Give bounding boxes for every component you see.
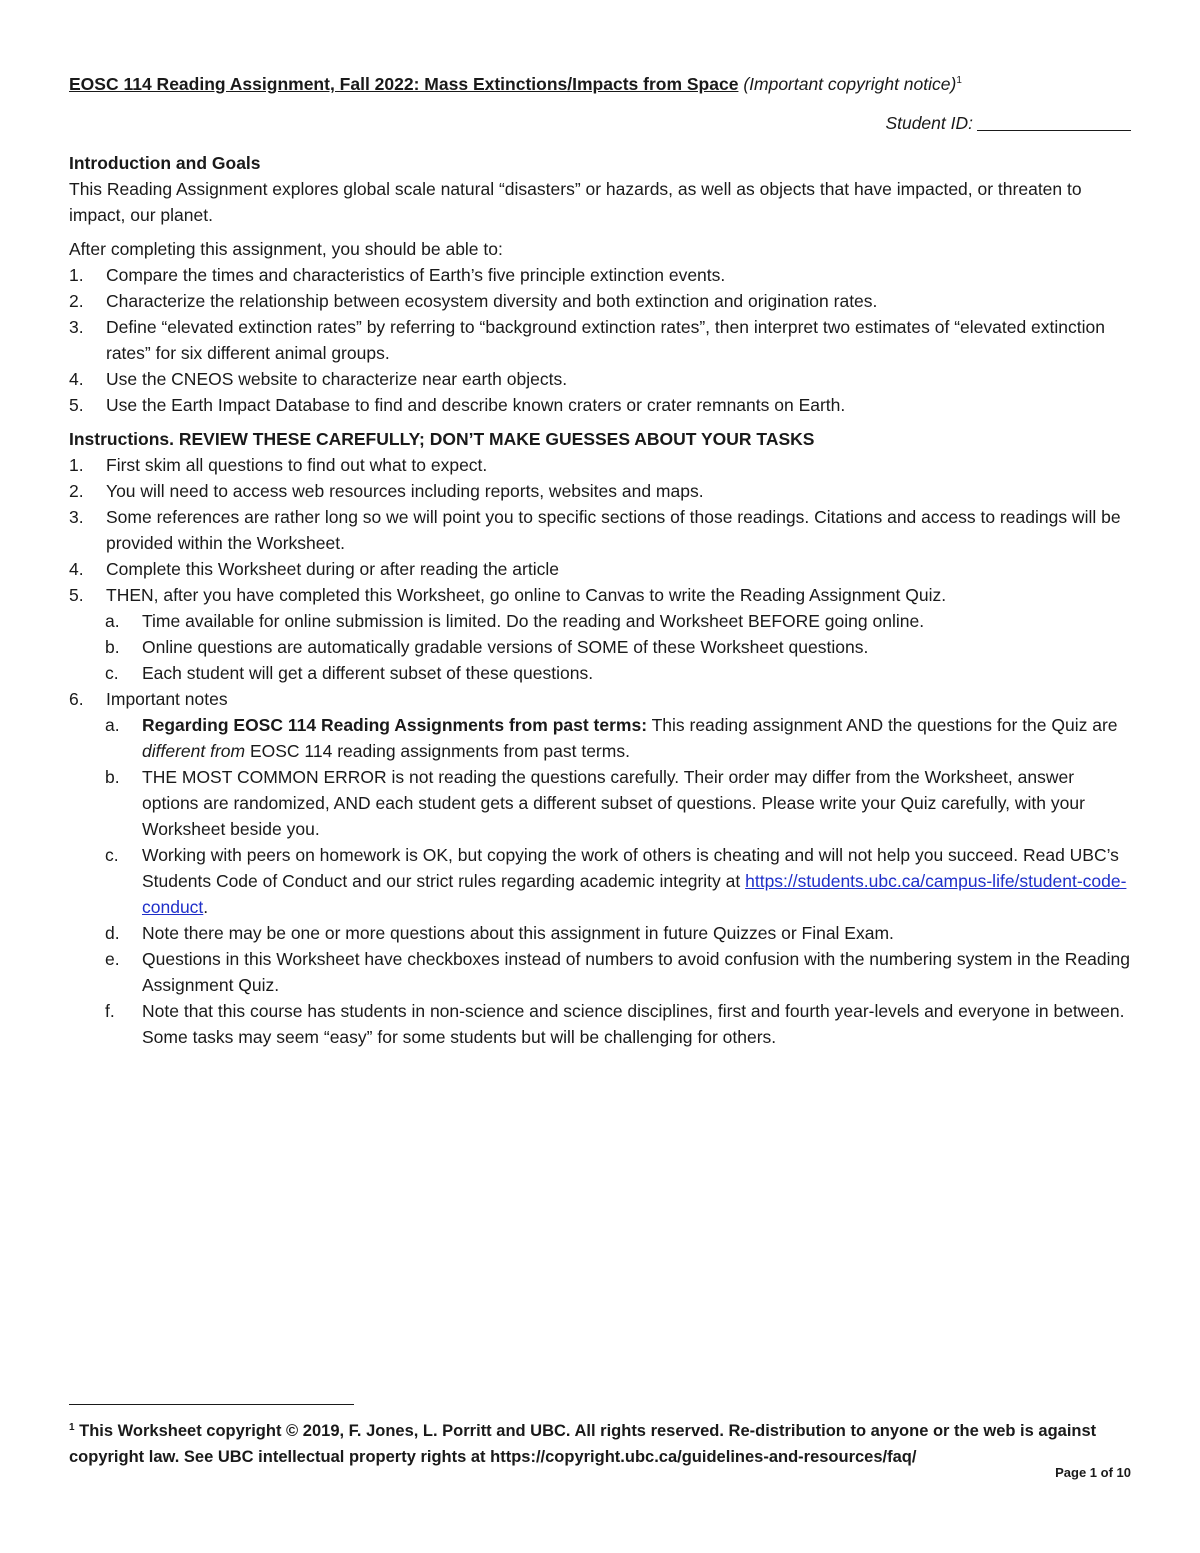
student-id-field[interactable] xyxy=(885,113,1131,134)
instruction-item: 4. Complete this Worksheet during or after reading the article xyxy=(69,559,559,579)
footnote-divider xyxy=(69,1404,354,1405)
code-of-conduct-link[interactable]: https://students.ubc.ca/campus-life/student-code-conduct xyxy=(142,871,1127,917)
document-title xyxy=(69,74,962,95)
document-body xyxy=(69,150,1131,1050)
instructions-heading: Instructions. REVIEW THESE CAREFULLY; DON’T MAKE GUESSES ABOUT YOUR TASKS xyxy=(69,429,815,449)
footnote-text: This Worksheet copyright © 2019, F. Jones, L. Porritt and UBC. All rights reserved. Re-distribution to anyone or the web is against copyright law. See UBC intellectual property rights at https://copyright.ubc.ca/guidelines-and-resources/faq/ xyxy=(69,1422,1097,1466)
instruction-item: 1. First skim all questions to find out what to expect. xyxy=(69,455,488,475)
instruction-subitem: c. Each student will get a different subset of these questions. xyxy=(105,663,594,683)
goal-item: 2. Characterize the relationship between ecosystem diversity and both extinction and origination rates. xyxy=(69,291,878,311)
note-item: f. Note that this course has students in non-science and science disciplines, first and fourth year-levels and everyone in between. Some tasks may seem “easy” for some students but will be challenging for others. xyxy=(105,1001,1125,1047)
note-item: b. THE MOST COMMON ERROR is not reading the questions carefully. Their order may differ from the Worksheet, answer options are randomized, AND each student gets a different subset of questions. Please write your Quiz carefully, with your Worksheet beside you. xyxy=(105,767,1085,839)
instruction-item: 6. Important notes xyxy=(69,689,228,709)
title-text: EOSC 114 Reading Assignment, Fall 2022: Mass Extinctions/Impacts from Space xyxy=(69,74,739,94)
instruction-subitem: a. Time available for online submission is limited. Do the reading and Worksheet BEFORE going online. xyxy=(105,611,925,631)
intro-paragraph: This Reading Assignment explores global scale natural “disasters” or hazards, as well as objects that have impacted, or threaten to impact, our planet. xyxy=(69,179,1082,225)
instructions-list xyxy=(69,452,1131,608)
page-number: Page 1 of 10 xyxy=(1055,1465,1131,1480)
instruction-subitem: b. Online questions are automatically gradable versions of SOME of these Worksheet questions. xyxy=(105,637,869,657)
goals-list xyxy=(69,262,1131,418)
footnote-number: 1 xyxy=(69,1422,75,1433)
student-id-label: Student ID: xyxy=(885,113,973,133)
footnote xyxy=(69,1415,1131,1470)
instruction-item: 5. THEN, after you have completed this Worksheet, go online to Canvas to write the Reading Assignment Quiz. xyxy=(69,585,947,605)
goals-lead: After completing this assignment, you should be able to: xyxy=(69,239,503,259)
note-item: c. Working with peers on homework is OK, but copying the work of others is cheating and will not help you succeed. Read UBC’s Students Code of Conduct and our strict rules regarding academic integrity at https://students.ubc.ca/campus-life/student-code-conduct. xyxy=(105,845,1127,917)
goal-item: 4. Use the CNEOS website to characterize near earth objects. xyxy=(69,369,568,389)
note-item: e. Questions in this Worksheet have checkboxes instead of numbers to avoid confusion with the numbering system in the Reading Assignment Quiz. xyxy=(105,949,1130,995)
intro-heading: Introduction and Goals xyxy=(69,153,261,173)
instruction-item: 3. Some references are rather long so we will point you to specific sections of those readings. Citations and access to readings will be provided within the Worksheet. xyxy=(69,507,1121,553)
student-id-blank[interactable] xyxy=(977,130,1131,131)
goal-item: 1. Compare the times and characteristics of Earth’s five principle extinction events. xyxy=(69,265,726,285)
goal-item: 5. Use the Earth Impact Database to find and describe known craters or crater remnants on Earth. xyxy=(69,395,846,415)
instruction-item: 2. You will need to access web resources including reports, websites and maps. xyxy=(69,481,704,501)
note-item: d. Note there may be one or more questions about this assignment in future Quizzes or Final Exam. xyxy=(105,923,894,943)
footnote-ref[interactable]: 1 xyxy=(956,75,962,86)
copyright-notice: (Important copyright notice) xyxy=(743,74,957,94)
note-item: a. Regarding EOSC 114 Reading Assignments from past terms: This reading assignment AND the questions for the Quiz are different from EOSC 114 reading assignments from past terms. xyxy=(105,715,1118,761)
goal-item: 3. Define “elevated extinction rates” by referring to “background extinction rates”, then interpret two estimates of “elevated extinction rates” for six different animal groups. xyxy=(69,317,1105,363)
